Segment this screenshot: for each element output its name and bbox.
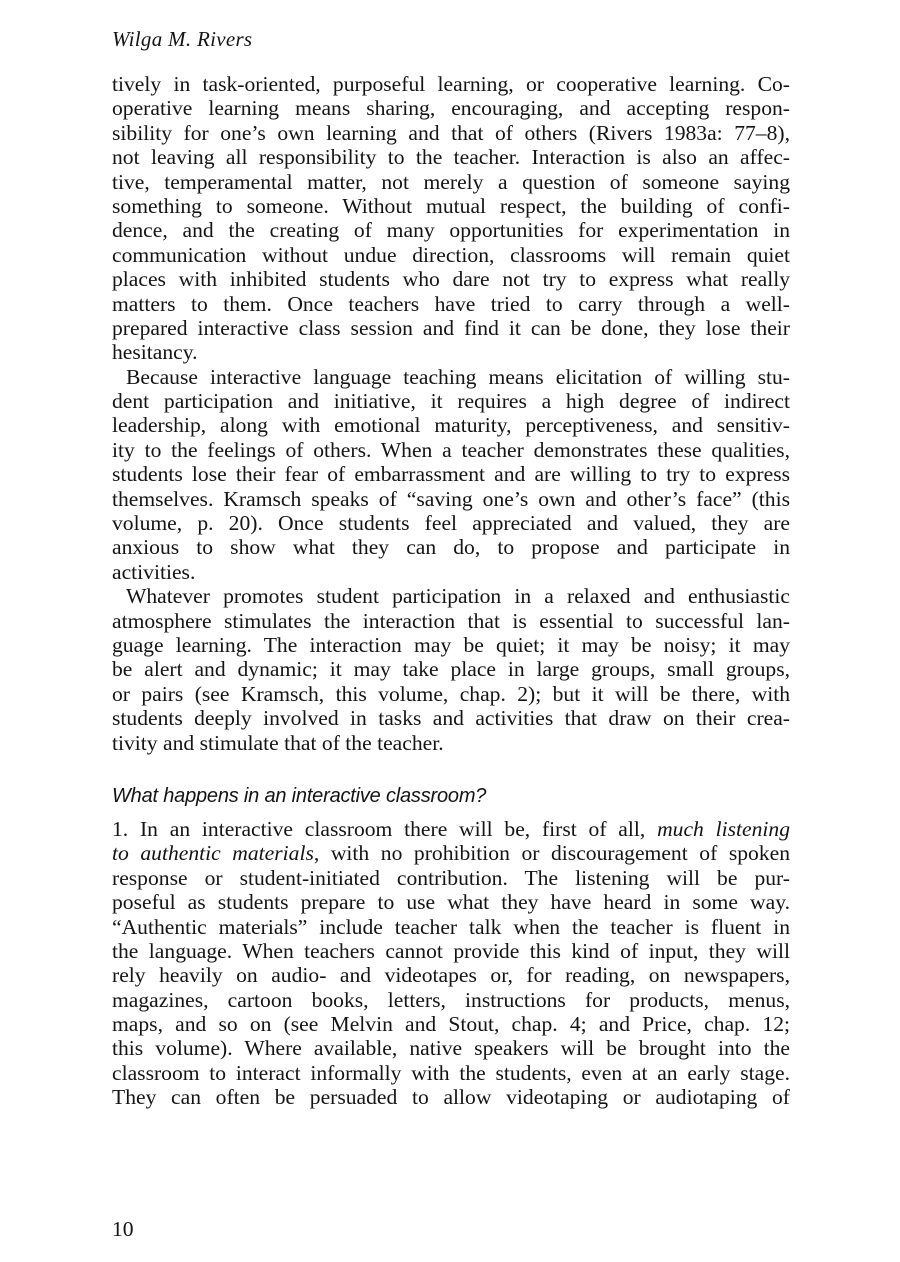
item-text: 1. In an interactive classroom there will be, first of all, (112, 816, 658, 841)
text-line: not leaving all responsibility to the teacher. Interaction is also an affec- (112, 145, 790, 170)
text-line: Whatever promotes student participation in a relaxed and enthusiastic (126, 584, 790, 609)
text-line: classroom to interact informally with the students, even at an early stage. (112, 1060, 790, 1085)
text-line: students lose their fear of embarrassment and are willing to try to express (112, 462, 790, 487)
text-line (112, 817, 790, 841)
paragraph-2 (112, 365, 790, 585)
section-spacer (112, 755, 790, 781)
text-line: dent participation and initiative, it requires a high degree of indirect (112, 389, 790, 414)
text-line: anxious to show what they can do, to propose and participate in (112, 535, 790, 560)
emphasis-text: to authentic materials (112, 841, 314, 866)
text-line: operative learning means sharing, encouraging, and accepting respon- (112, 96, 790, 121)
text-line: students deeply involved in tasks and activities that draw on their crea- (112, 706, 790, 731)
text-line: prepared interactive class session and find it can be done, they lose their (112, 315, 790, 340)
body-text (112, 72, 790, 1110)
page-number: 10 (112, 1217, 134, 1241)
text-line: “Authentic materials” include teacher talk when the teacher is fluent in (112, 914, 790, 939)
text-line: hesitancy. (112, 340, 198, 365)
text-line: or pairs (see Kramsch, this volume, chap. 2); but it will be there, with (112, 681, 790, 706)
text-line: magazines, cartoon books, letters, instructions for products, menus, (112, 987, 790, 1012)
text-line: atmosphere stimulates the interaction that is essential to successful lan- (112, 608, 790, 633)
list-item-1 (112, 817, 790, 1110)
text-line (112, 841, 790, 865)
text-line: response or student-initiated contribution. The listening will be pur- (112, 865, 790, 890)
text-line: guage learning. The interaction may be quiet; it may be noisy; it may (112, 632, 790, 657)
text-line: matters to them. Once teachers have tried to carry through a well- (112, 291, 790, 316)
text-line: be alert and dynamic; it may take place in large groups, small groups, (112, 657, 790, 682)
text-line: sibility for one’s own learning and that of others (Rivers 1983a: 77–8), (112, 120, 790, 145)
item-text: , with no prohibition or discouragement of spoken (313, 841, 790, 866)
text-line: ity to the feelings of others. When a teacher demonstrates these qualities, (112, 437, 790, 462)
text-line: Because interactive language teaching means elicitation of willing stu- (126, 364, 790, 389)
paragraph-1 (112, 72, 790, 365)
emphasis-text: much listening (657, 816, 790, 841)
text-line: dence, and the creating of many opportunities for experimentation in (112, 218, 790, 243)
text-line: tive, temperamental matter, not merely a question of someone saying (112, 169, 790, 194)
text-line: communication without undue direction, classrooms will remain quiet (112, 242, 790, 267)
text-line: poseful as students prepare to use what they have heard in some way. (112, 890, 790, 915)
text-line: volume, p. 20). Once students feel appreciated and valued, they are (112, 511, 790, 536)
text-line: rely heavily on audio- and videotapes or, for reading, on newspapers, (112, 963, 790, 988)
text-line: something to someone. Without mutual respect, the building of confi- (112, 193, 790, 218)
text-line: tively in task-oriented, purposeful learning, or cooperative learning. Co- (112, 72, 790, 96)
text-line: leadership, along with emotional maturity, perceptiveness, and sensitiv- (112, 413, 790, 438)
text-line: themselves. Kramsch speaks of “saving one’s own and other’s face” (this (112, 486, 790, 511)
text-line: maps, and so on (see Melvin and Stout, chap. 4; and Price, chap. 12; (112, 1012, 790, 1037)
text-line: tivity and stimulate that of the teacher. (112, 730, 444, 755)
text-line: They can often be persuaded to allow videotaping or audiotaping of (112, 1085, 790, 1110)
running-head-author: Wilga M. Rivers (112, 27, 253, 51)
text-line: this volume). Where available, native speakers will be brought into the (112, 1036, 790, 1061)
text-line: activities. (112, 559, 196, 584)
text-line: the language. When teachers cannot provide this kind of input, they will (112, 938, 790, 963)
text-line: places with inhibited students who dare not try to express what really (112, 267, 790, 292)
section-heading: What happens in an interactive classroom? (112, 784, 487, 807)
paragraph-3 (112, 584, 790, 755)
